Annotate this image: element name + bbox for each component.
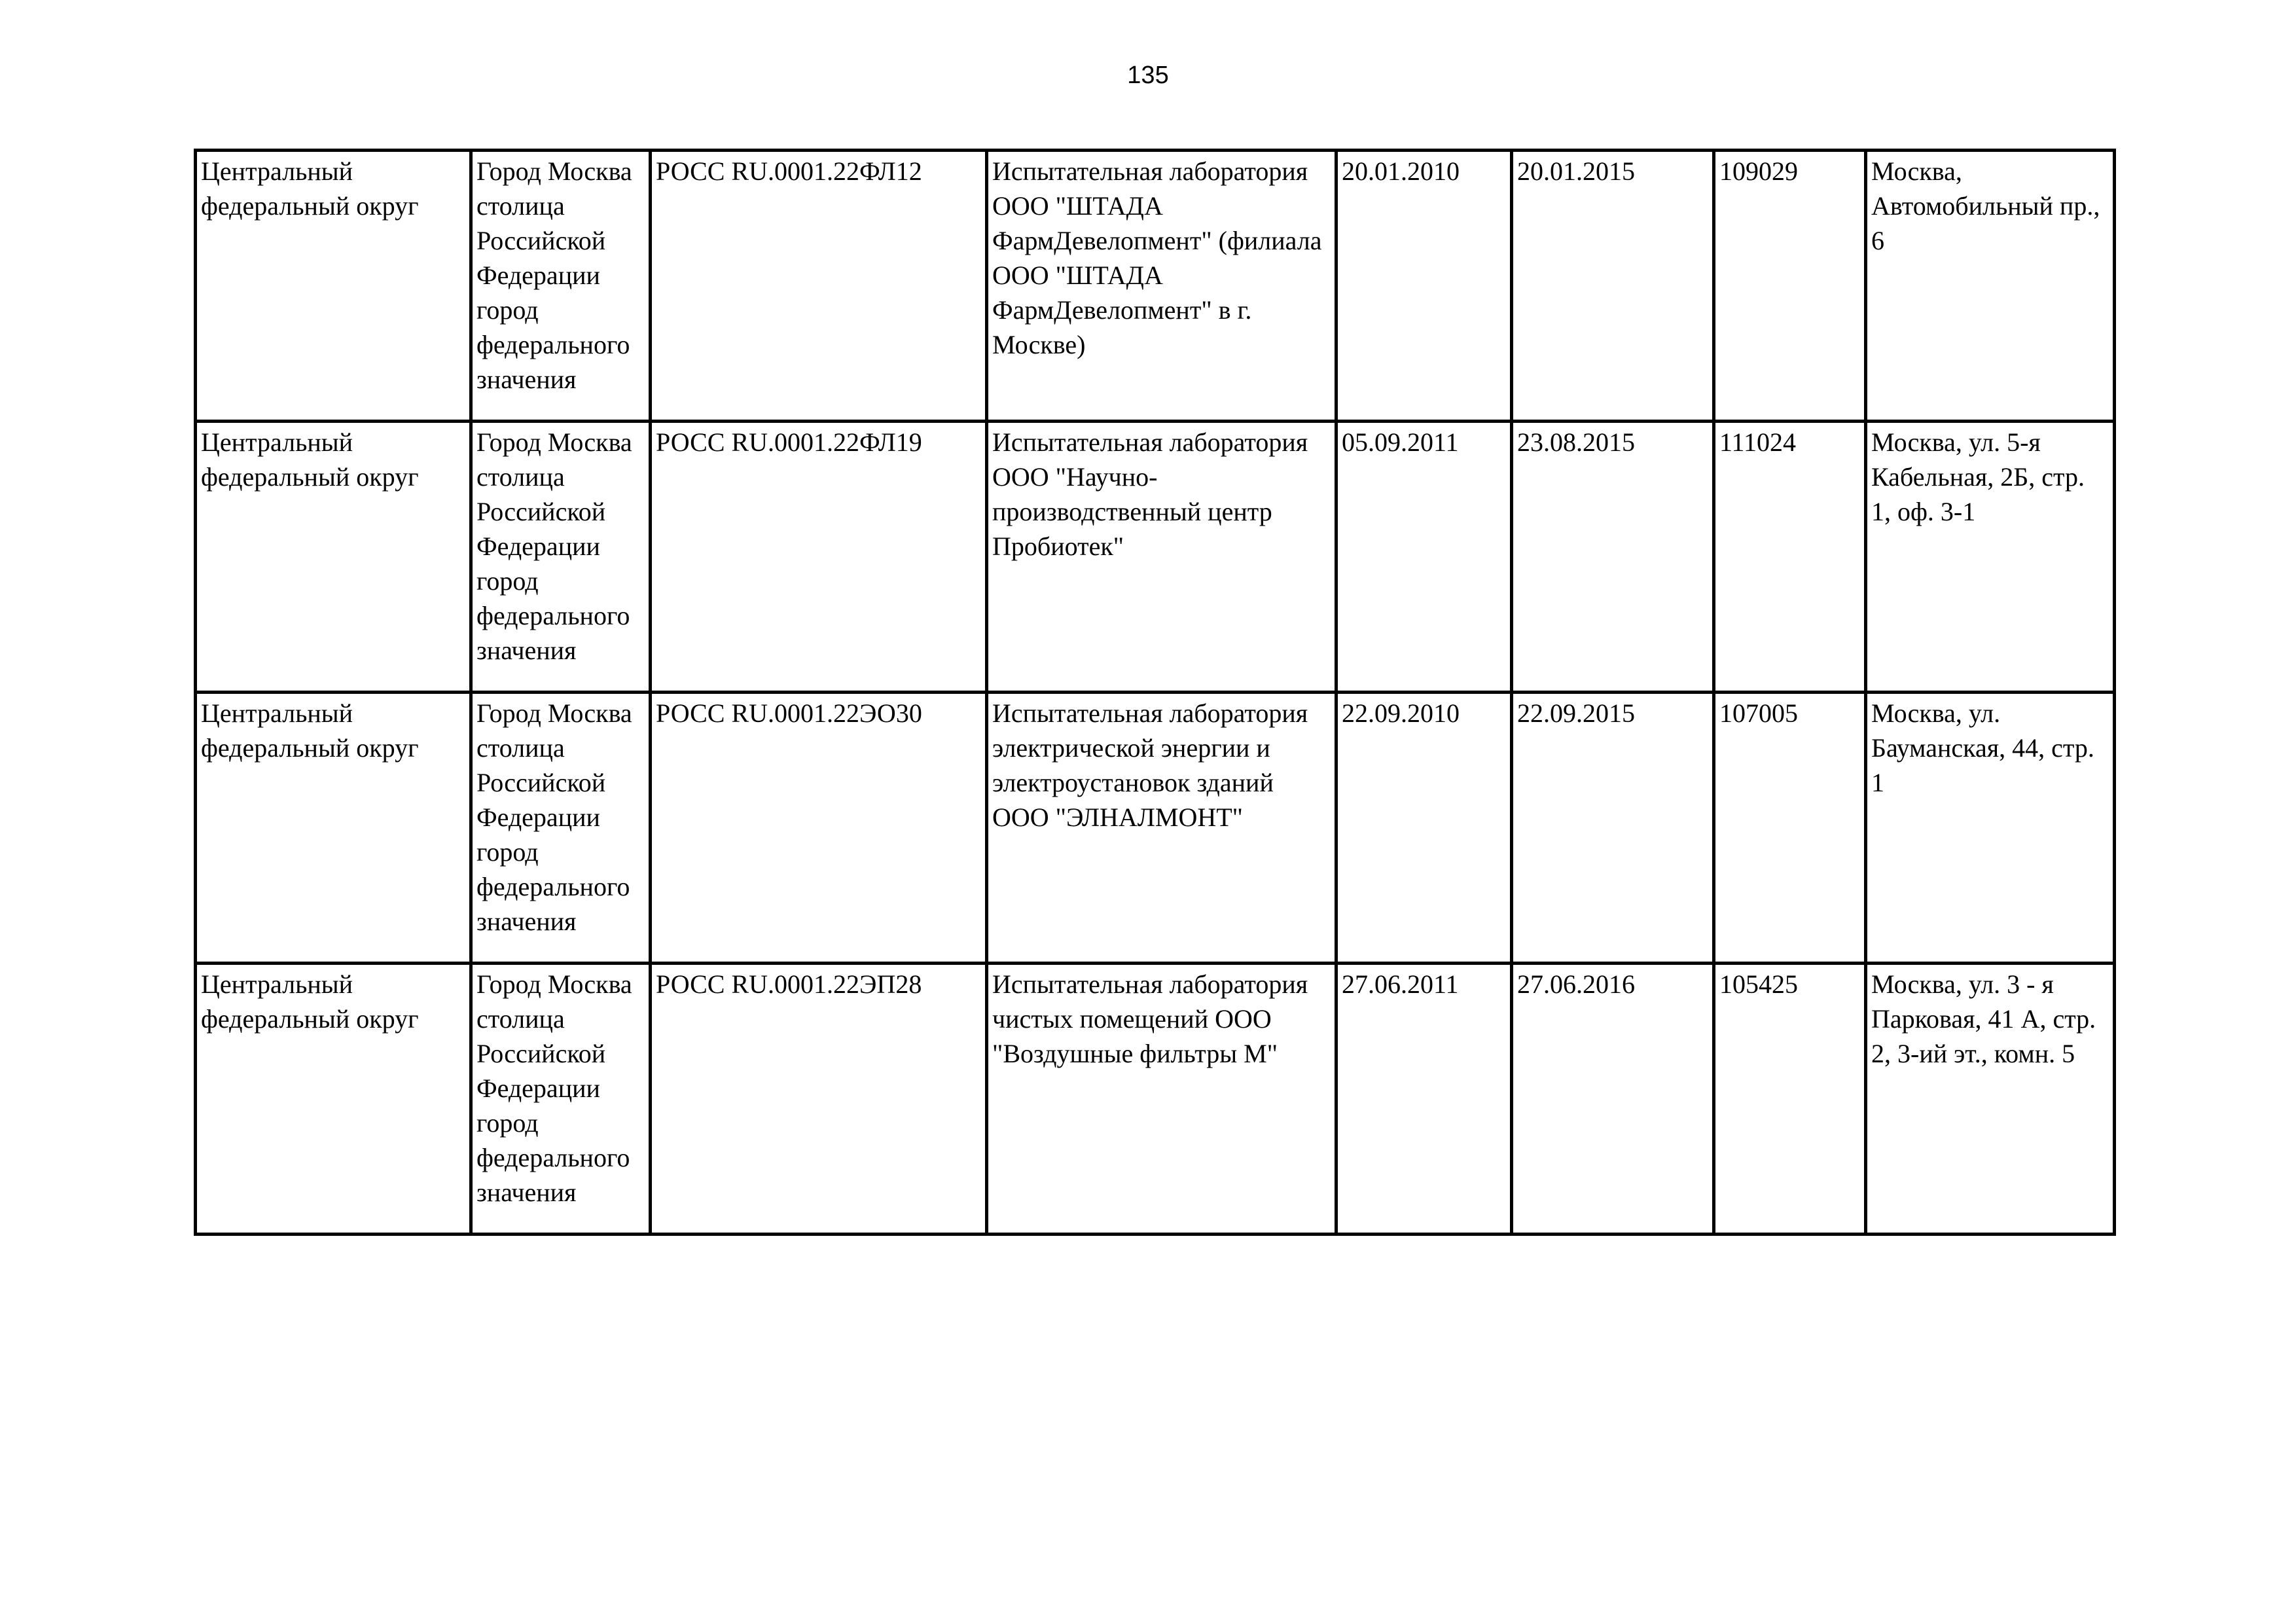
district-cell: Центральный федеральный округ <box>196 422 471 693</box>
laboratory-cell: Испытательная лаборатория ООО "Научно-производственный центр Пробиотек" <box>987 422 1336 693</box>
address-cell: Москва, ул. 5-я Кабельная, 2Б, стр. 1, оф. 3-1 <box>1866 422 2115 693</box>
region-cell: Город Москва столица Российской Федерации город федерального значения <box>471 151 651 422</box>
laboratory-cell: Испытательная лаборатория электрической энергии и электроустановок зданий ООО "ЭЛНАЛМОНТ" <box>987 693 1336 964</box>
laboratory-registry-table <box>194 149 2116 1236</box>
date-valid-until-cell: 20.01.2015 <box>1512 151 1714 422</box>
address-cell: Москва, ул. 3 - я Парковая, 41 А, стр. 2, 3-ий эт., комн. 5 <box>1866 964 2115 1235</box>
laboratory-cell: Испытательная лаборатория ООО "ШТАДА ФармДевелопмент" (филиала ООО "ШТАДА ФармДевелопмент" в г. Москве) <box>987 151 1336 422</box>
region-cell: Город Москва столица Российской Федерации город федерального значения <box>471 693 651 964</box>
table-row <box>196 693 2115 964</box>
postal-code-cell: 109029 <box>1714 151 1866 422</box>
date-valid-until-cell: 22.09.2015 <box>1512 693 1714 964</box>
accreditation-number-cell: РОСС RU.0001.22ЭП28 <box>651 964 987 1235</box>
district-cell: Центральный федеральный округ <box>196 151 471 422</box>
district-cell: Центральный федеральный округ <box>196 693 471 964</box>
postal-code-cell: 105425 <box>1714 964 1866 1235</box>
postal-code-cell: 111024 <box>1714 422 1866 693</box>
address-cell: Москва, ул. Бауманская, 44, стр. 1 <box>1866 693 2115 964</box>
laboratory-cell: Испытательная лаборатория чистых помещений ООО "Воздушные фильтры М" <box>987 964 1336 1235</box>
date-issued-cell: 20.01.2010 <box>1336 151 1512 422</box>
table-row <box>196 422 2115 693</box>
accreditation-number-cell: РОСС RU.0001.22ФЛ19 <box>651 422 987 693</box>
district-cell: Центральный федеральный округ <box>196 964 471 1235</box>
date-issued-cell: 22.09.2010 <box>1336 693 1512 964</box>
postal-code-cell: 107005 <box>1714 693 1866 964</box>
date-valid-until-cell: 27.06.2016 <box>1512 964 1714 1235</box>
accreditation-number-cell: РОСС RU.0001.22ФЛ12 <box>651 151 987 422</box>
date-issued-cell: 05.09.2011 <box>1336 422 1512 693</box>
date-issued-cell: 27.06.2011 <box>1336 964 1512 1235</box>
table-row <box>196 964 2115 1235</box>
accreditation-number-cell: РОСС RU.0001.22ЭО30 <box>651 693 987 964</box>
date-valid-until-cell: 23.08.2015 <box>1512 422 1714 693</box>
address-cell: Москва, Автомобильный пр., 6 <box>1866 151 2115 422</box>
region-cell: Город Москва столица Российской Федерации город федерального значения <box>471 422 651 693</box>
table-row <box>196 151 2115 422</box>
page-number: 135 <box>1127 62 1169 89</box>
region-cell: Город Москва столица Российской Федерации город федерального значения <box>471 964 651 1235</box>
